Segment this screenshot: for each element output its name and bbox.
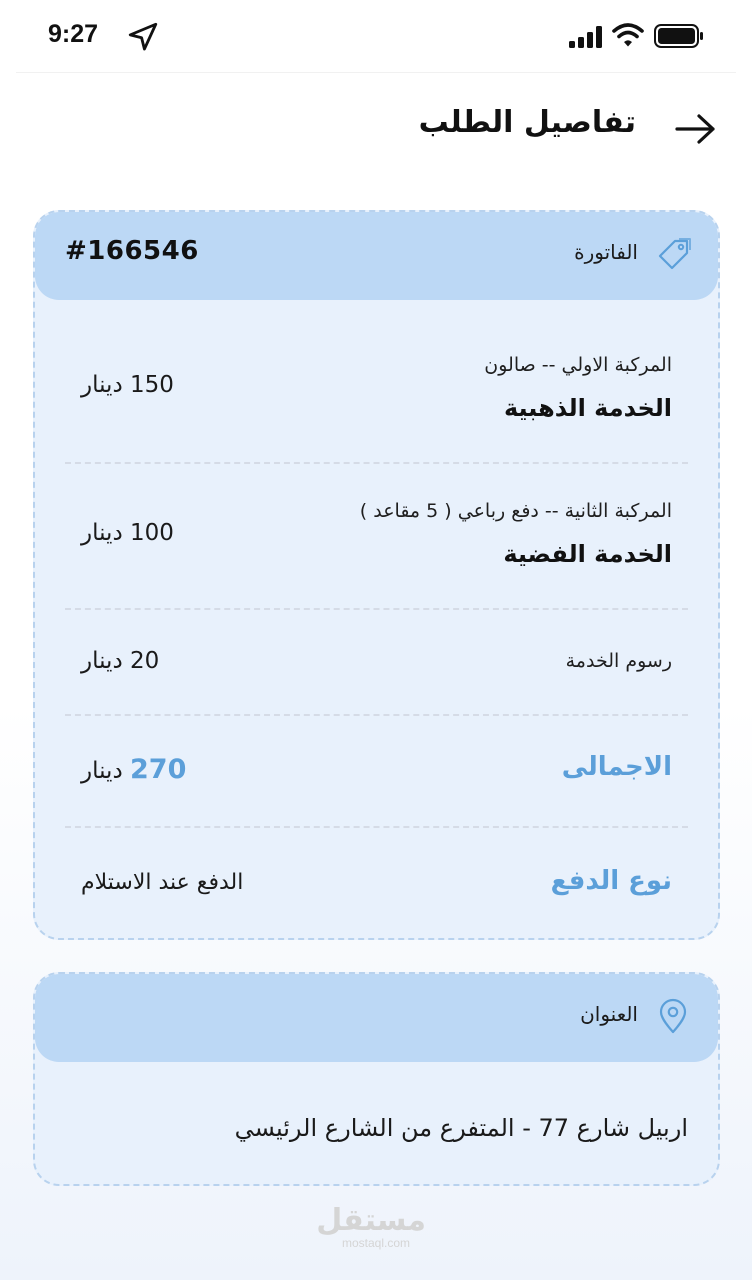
item-amount: 150 xyxy=(130,372,174,398)
divider xyxy=(65,714,688,716)
service-fee-price xyxy=(81,648,159,674)
total-amount: 270 xyxy=(130,754,187,785)
back-button[interactable] xyxy=(670,106,720,152)
arrow-right-icon xyxy=(673,113,717,145)
divider xyxy=(65,462,688,464)
watermark-main: مستقل xyxy=(316,1203,426,1238)
watermark-sub: mostaql.com xyxy=(341,1236,411,1250)
invoice-card-header xyxy=(35,212,718,300)
battery-icon xyxy=(654,24,704,48)
payment-value: الدفع عند الاستلام xyxy=(81,870,244,895)
total-currency: دينار xyxy=(81,758,123,784)
status-bar xyxy=(0,0,752,72)
item-price xyxy=(81,520,174,546)
page-title: تفاصيل الطلب xyxy=(418,105,636,140)
item-subtitle: المركبة الاولي -- صالون xyxy=(484,354,672,376)
wifi-icon xyxy=(612,22,644,48)
map-pin-icon xyxy=(654,998,692,1036)
item-amount: 100 xyxy=(130,520,174,546)
item-currency: دينار xyxy=(81,520,123,546)
item-title: الخدمة الذهبية xyxy=(503,394,672,422)
item-price xyxy=(81,372,174,398)
address-label: العنوان xyxy=(580,1002,638,1026)
address-value: اربيل شارع 77 - المتفرع من الشارع الرئيسي xyxy=(234,1114,688,1142)
service-fee-label: رسوم الخدمة xyxy=(565,650,672,672)
invoice-label: الفاتورة xyxy=(574,240,638,264)
divider xyxy=(65,608,688,610)
item-subtitle: المركبة الثانية -- دفع رباعي ( 5 مقاعد ) xyxy=(359,500,672,522)
total-label: الاجمالى xyxy=(561,752,672,782)
price-tag-icon xyxy=(654,236,692,274)
status-divider xyxy=(16,72,736,73)
service-fee-amount: 20 xyxy=(130,648,160,674)
payment-label: نوع الدفع xyxy=(550,866,672,896)
status-time: 9:27 xyxy=(48,20,99,48)
signal-icon xyxy=(568,26,604,48)
invoice-card xyxy=(33,210,720,940)
divider xyxy=(65,826,688,828)
address-card-header xyxy=(35,974,718,1062)
location-arrow-icon xyxy=(126,20,160,54)
item-title: الخدمة الفضية xyxy=(503,540,672,568)
item-currency: دينار xyxy=(81,372,123,398)
address-card xyxy=(33,972,720,1186)
watermark-logo xyxy=(316,1203,426,1250)
total-price xyxy=(81,754,186,785)
service-fee-currency: دينار xyxy=(81,648,123,674)
invoice-number: #166546 xyxy=(65,236,199,266)
